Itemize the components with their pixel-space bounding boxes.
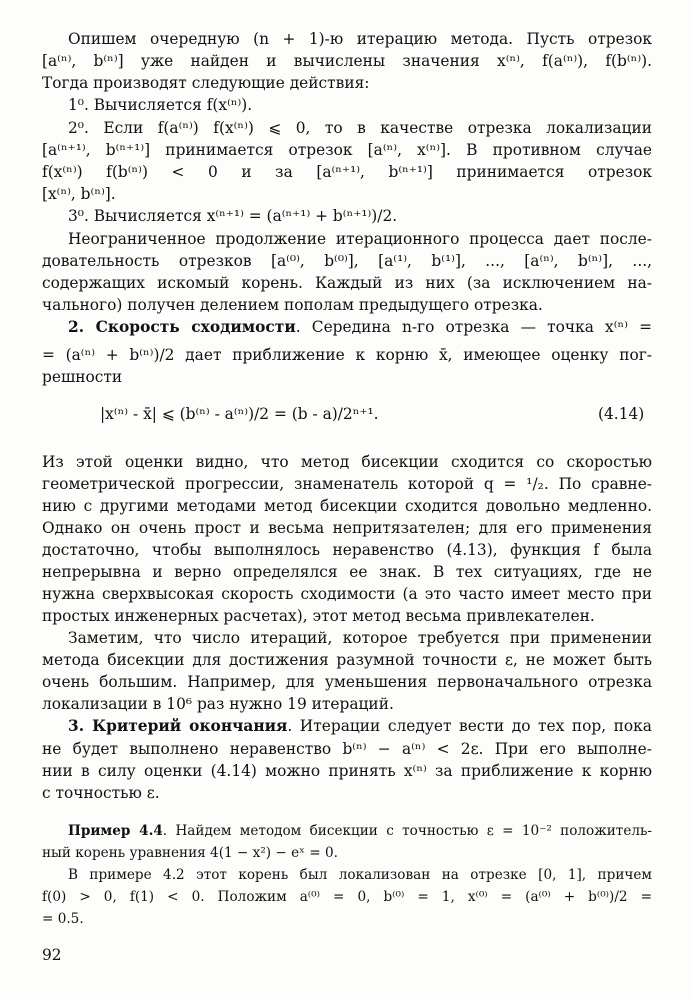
text-line: метода бисекции для достижения разумной точности ε, не может быть [42,651,652,669]
section-heading: 3. Критерий окончания [68,717,288,735]
text-line: В примере 4.2 этот корень был локализован на отрезке [0, 1], причем [68,867,652,883]
text-line: решности [42,368,123,386]
text-line: содержащих искомый корень. Каждый из них (за исключением на- [42,274,652,292]
text-line: нужна сверхвысокая скорость сходимости (а это часто имеет место при [42,585,652,603]
text-line: нию с другими методами метод бисекции сходится довольно медленно. [42,497,652,515]
text-line: = (a⁽ⁿ⁾ + b⁽ⁿ⁾)/2 дает приближение к корню x̄, имеющее оценку пог- [42,346,652,364]
text-line: f(0) > 0, f(1) < 0. Положим a⁽⁰⁾ = 0, b⁽⁰⁾ = 1, x⁽⁰⁾ = (a⁽⁰⁾ + b⁽⁰⁾)/2 = [42,889,652,905]
page-number: 92 [42,946,62,964]
section-termination-line [68,715,652,737]
example-heading: Пример 4.4 [68,823,163,839]
text-line: не будет выполнено неравенство b⁽ⁿ⁾ − a⁽ⁿ⁾ < 2ε. При его выполне- [42,740,652,758]
text-line: = 0.5. [42,911,84,927]
equation: |x⁽ⁿ⁾ - x̄| ⩽ (b⁽ⁿ⁾ - a⁽ⁿ⁾)/2 = (b - a)/2ⁿ⁺¹. [100,405,379,423]
text-line: очень большим. Например, для уменьшения первоначального отрезка [42,673,652,691]
text-line: с точностью ε. [42,784,160,802]
step-2: 2⁰. Если f(a⁽ⁿ⁾) f(x⁽ⁿ⁾) ⩽ 0, то в качестве отрезка локализации [68,119,652,137]
text-line: достаточно, чтобы выполнялось неравенство (4.13), функция f была [42,541,652,559]
text-line: довательность отрезков [a⁽⁰⁾, b⁽⁰⁾], [a⁽¹⁾, b⁽¹⁾], ..., [a⁽ⁿ⁾, b⁽ⁿ⁾], ..., [42,252,652,270]
equation-number: (4.14) [598,405,645,423]
text-span: . Найдем методом бисекции с точностью ε = 10⁻² положитель- [162,823,652,839]
text-line: нии в силу оценки (4.14) можно принять x⁽ⁿ⁾ за приближение к корню [42,762,652,780]
text-span: . Итерации следует вести до тех пор, пока [287,717,652,735]
text-line: [a⁽ⁿ⁺¹⁾, b⁽ⁿ⁺¹⁾] принимается отрезок [a⁽ⁿ⁾, x⁽ⁿ⁾]. В противном случае [42,141,652,159]
step-1: 1⁰. Вычисляется f(x⁽ⁿ⁾). [68,96,253,114]
text-line: Опишем очередную (n + 1)-ю итерацию метода. Пусть отрезок [68,30,652,48]
text-line: чального) получен делением пополам предыдущего отрезка. [42,296,543,314]
text-line: простых инженерных расчетах), этот метод весьма привлекателен. [42,607,595,625]
text-line: Заметим, что число итераций, которое требуется при применении [68,629,652,647]
text-line: ный корень уравнения 4(1 − x²) − eˣ = 0. [42,845,338,861]
text-line: локализации в 10⁶ раз нужно 19 итераций. [42,695,394,713]
text-line: непрерывна и верно определялся ее знак. В тех ситуациях, где не [42,563,652,581]
example-line [68,820,652,842]
text-line: Тогда производят следующие действия: [42,74,370,92]
section-heading: 2. Скорость сходимости [68,318,296,336]
text-line: f(x⁽ⁿ⁾) f(b⁽ⁿ⁾) < 0 и за [a⁽ⁿ⁺¹⁾, b⁽ⁿ⁺¹⁾] принимается отрезок [42,163,652,181]
text-span: . Середина n-го отрезка — точка x⁽ⁿ⁾ = [295,318,652,336]
text-line: [x⁽ⁿ⁾, b⁽ⁿ⁾]. [42,185,116,203]
step-3: 3⁰. Вычисляется x⁽ⁿ⁺¹⁾ = (a⁽ⁿ⁺¹⁾ + b⁽ⁿ⁺¹⁾)/2. [68,207,398,225]
text-line: Однако он очень прост и весьма непритязателен; для его применения [42,519,652,537]
text-line: Неограниченное продолжение итерационного процесса дает после- [68,230,652,248]
section-convergence-line [68,316,652,338]
text-line: геометрической прогрессии, знаменатель которой q = ¹/₂. По сравне- [42,475,652,493]
text-line: Из этой оценки видно, что метод бисекции сходится со скоростью [42,453,652,471]
text-line: [a⁽ⁿ⁾, b⁽ⁿ⁾] уже найден и вычислены значения x⁽ⁿ⁾, f(a⁽ⁿ⁾), f(b⁽ⁿ⁾). [42,52,652,70]
